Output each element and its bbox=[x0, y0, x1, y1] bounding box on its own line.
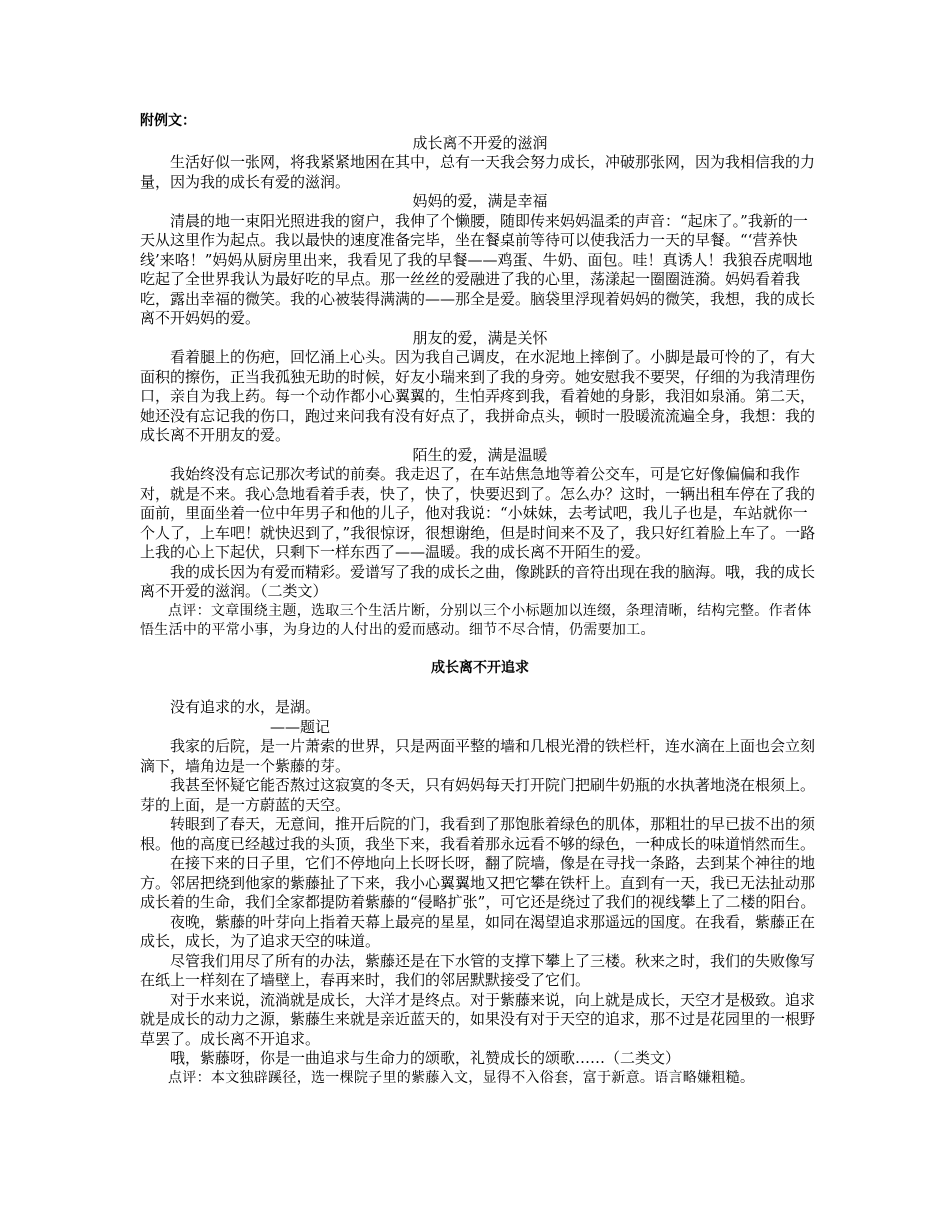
essay-2-paragraph: 哦，紫藤呀，你是一曲追求与生命力的颂歌，礼赞成长的颂歌……（二类文） bbox=[170, 1049, 681, 1067]
section-label: 附例文： bbox=[140, 113, 196, 129]
essay-2-paragraph: 尽管我们用尽了所有的办法，紫藤还是在下水管的支撑下攀上了三楼。秋来之时，我们的失败像写在纸上一样刻在了墙壁上，春再来时，我们的邻居默默接受了它们。 bbox=[140, 951, 816, 989]
essay-1-paragraph-friend: 看着腿上的伤疤，回忆涌上心头。因为我自己调皮，在水泥地上摔倒了。小脚是最可怜的了，有大面积的擦伤，正当我孤独无助的时候，好友小瑞来到了我的身旁。她安慰我不要哭，仔细的为我清理伤口，亲自为我上药。每一个动作都小心翼翼的，生怕弄疼到我，看着她的身影，我泪如泉涌。第二天，她还没有忘记我的伤口，跑过来问我有没有好点了，我拼命点头，顿时一股暖流流遍全身，我想：我的成长离不开朋友的爱。 bbox=[140, 348, 816, 444]
essay-1 bbox=[140, 134, 820, 641]
essay-1-comment: 点评：文章围绕主题，选取三个生活片断，分别以三个小标题加以连缀，条理清晰，结构完整。作者体悟生活中的平常小事，为身边的人付出的爱而感动。细节不尽合情，仍需要加工。 bbox=[140, 602, 812, 638]
essay-2-paragraph: 夜晚，紫藤的叶芽向上指着天幕上最亮的星星，如同在渴望追求那遥远的国度。在我看，紫藤正在成长，成长，为了追求天空的味道。 bbox=[140, 912, 816, 950]
essay-1-paragraph-stranger: 我始终没有忘记那次考试的前奏。我走迟了，在车站焦急地等着公交车，可是它好像偏偏和我作对，就是不来。我心急地看着手表，快了，快了，快要迟到了。怎么办？这时，一辆出租车停在了我的面前，里面坐着一位中年男子和他的儿子，他对我说：“小妹妹，去考试吧，我儿子也是，车站就你一个人了，上车吧！就快迟到了，”我很惊讶，很想谢绝，但是时间来不及了，我只好红着脸上车了。一路上我的心上下起伏，只剩下一样东西了——温暖。我的成长离不开陌生的爱。 bbox=[140, 465, 816, 561]
essay-1-intro: 生活好似一张网，将我紧紧地困在其中，总有一天我会努力成长，冲破那张网，因为我相信我的力量，因为我的成长有爱的滋润。 bbox=[140, 153, 816, 191]
essay-1-title: 成长离不开爱的滋润 bbox=[412, 133, 548, 152]
essay-1-subtitle-mother: 妈妈的爱，满是幸福 bbox=[412, 192, 548, 210]
essay-2-epigraph-source: ——题记 bbox=[270, 717, 331, 736]
essay-1-paragraph-mother: 清晨的地一束阳光照进我的窗户，我伸了个懒腰，随即传来妈妈温柔的声音：“起床了。”我新的一天从这里作为起点。我以最快的速度准备完毕，坐在餐桌前等待可以使我活力一天的早餐。“‘营养快线’来咯！”妈妈从厨房里出来，我看见了我的早餐——鸡蛋、牛奶、面包。哇！真诱人！我狼吞虎咽地吃起了全世界我认为最好吃的早点。那一丝丝的爱融进了我的心里，荡漾起一圈圈涟漪。妈妈看着我吃，露出幸福的微笑。我的心被装得满满的——那全是爱。脑袋里浮现着妈妈的微笑，我想，我的成长离不开妈妈的爱。 bbox=[140, 211, 816, 327]
essay-2-paragraph: 对于水来说，流淌就是成长，大洋才是终点。对于紫藤来说，向上就是成长，天空才是极致。追求就是成长的动力之源，紫藤生来就是亲近蓝天的，如果没有对于天空的追求，那不过是花园里的一根野草罢了。成长离不开追求。 bbox=[140, 990, 816, 1048]
essay-2-comment: 点评：本文独辟蹊径，选一棵院子里的紫藤入文，显得不入俗套，富于新意。语言略嫌粗糙。 bbox=[168, 1069, 755, 1086]
essay-2 bbox=[140, 659, 820, 1089]
essay-2-title: 成长离不开追求 bbox=[431, 659, 529, 676]
essay-2-paragraph: 我甚至怀疑它能否熬过这寂寞的冬天，只有妈妈每天打开院门把刷牛奶瓶的水执著地浇在根须上。芽的上面，是一方蔚蓝的天空。 bbox=[140, 776, 816, 814]
essay-2-paragraph: 在接下来的日子里，它们不停地向上长呀长呀，翻了院墙，像是在寻找一条路，去到某个神往的地方。邻居把绕到他家的紫藤扯了下来，我小心翼翼地又把它攀在铁杆上。直到有一天，我已无法扯动那成长着的生命，我们全家都提防着紫藤的“侵略扩张”，可它还是绕过了我们的视线攀上了二楼的阳台。 bbox=[140, 854, 816, 911]
essay-2-paragraph: 转眼到了春天，无意间，推开后院的门，我看到了那饱胀着绿色的肌体，那粗壮的早已拔不出的须根。他的高度已经越过我的头顶，我坐下来，我看着那永远看不够的绿色，一种成长的味道悄然而生。 bbox=[140, 815, 816, 853]
essay-2-epigraph: 没有追求的水，是湖。 bbox=[170, 698, 321, 716]
essay-1-subtitle-stranger: 陌生的爱，满是温暖 bbox=[412, 445, 548, 464]
document-page bbox=[140, 112, 820, 1088]
essay-1-subtitle-friend: 朋友的爱，满是关怀 bbox=[412, 328, 548, 347]
essay-1-conclusion: 我的成长因为有爱而精彩。爱谱写了我的成长之曲，像跳跃的音符出现在我的脑海。哦，我的成长离不开爱的滋润。（二类文） bbox=[140, 562, 816, 600]
essay-2-paragraph: 我家的后院，是一片萧索的世界，只是两面平整的墙和几根光滑的铁栏杆，连水滴在上面也会立刻滴下，墙角边是一个紫藤的芽。 bbox=[140, 737, 816, 775]
